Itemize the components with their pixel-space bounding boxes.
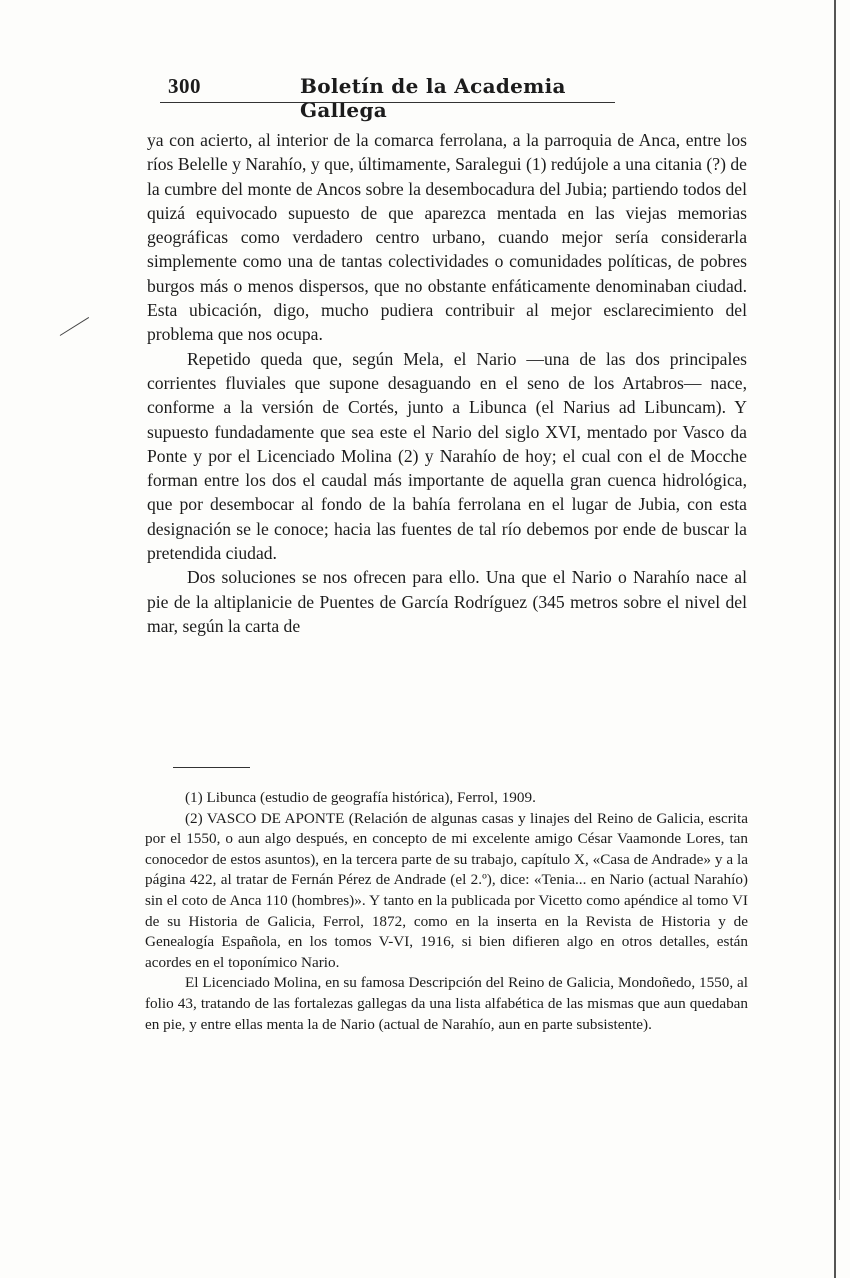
scan-edge-line <box>834 0 836 1278</box>
page-header <box>160 74 615 122</box>
paragraph-2: Repetido queda que, según Mela, el Nario —una de las dos principales corrientes fluviales que supone desaguando en el seno de los Artabros— nace, conforme a la versión de Cortés, junto a Libunca (el Narius ad Libuncam). Y supuesto fundadamente que sea este el Nario del siglo XVI, mentado por Vasco da Ponte y por el Licenciado Molina (2) y Narahío de hoy; el cual con el de Mocche forman entre los dos el caudal más importante de aquella gran cuenca hidrológica, que por desembocar al fondo de la bahía ferrolana en el lugar de Jubia, con esta designación se le conoce; hacia las fuentes de tal río debemos por ende de buscar la pretendida ciudad. <box>147 348 747 564</box>
footnotes <box>145 788 748 1035</box>
running-title: Boletín de la Academia Gallega <box>300 74 566 122</box>
main-text <box>147 128 747 638</box>
footnote-2-continued: El Licenciado Molina, en su famosa Descripción del Reino de Galicia, Mondoñedo, 1550, al folio 43, tratando de las fortalezas gallegas da una lista alfabética de las mismas que aun quedaban en pie, y entre ellas menta la de Nario (actual de Narahío, aun en parte subsistente). <box>145 974 748 1033</box>
page-number: 300 <box>168 74 201 98</box>
scan-edge-line-secondary <box>839 200 840 1200</box>
footnote-2: (2) VASCO DE APONTE (Relación de algunas casas y linajes del Reino de Galicia, escrita por el 1550, o aun algo después, en concepto de mi excelente amigo César Vaamonde Lores, tan conocedor de estos asuntos), en la tercera parte de su trabajo, capítulo X, «Casa de Andrade» y a la página 422, al tratar de Fernán Pérez de Andrade (el 2.º), dice: «Tenia... en Nario (actual Narahío) sin el coto de Anca 110 (hombres)». Y tanto en la publicada por Vicetto como apéndice al tomo VI de su Historia de Galicia, Ferrol, 1872, como en la inserta en la Revista de Historia y de Genealogía Española, en los tomos V-VI, 1916, si bien difieren algo en otros detalles, están acordes en el toponímico Nario. <box>145 809 748 971</box>
margin-pencil-mark <box>60 317 89 336</box>
paragraph-3: Dos soluciones se nos ofrecen para ello. Una que el Nario o Narahío nace al pie de la altiplanicie de Puentes de García Rodríguez (345 metros sobre el nivel del mar, según la carta de <box>147 567 747 636</box>
paragraph-1: ya con acierto, al interior de la comarca ferrolana, a la parroquia de Anca, entre los ríos Belelle y Narahío, y que, últimamente, Saralegui (1) redújole a una citania (?) de la cumbre del monte de Ancos sobre la desembocadura del Jubia; partiendo todos del quizá equivocado supuesto de que aparezca mentada en las viejas memorias geográficas como verdadero centro urbano, cuando mejor sería considerarla simplemente como una de tantas colectividades o comunidades políticas, de pobres burgos más o menos dispersos, que no obstante enfáticamente denominaban ciudad. Esta ubicación, digo, mucho pudiera contribuir al mejor esclarecimiento del problema que nos ocupa. <box>147 130 747 345</box>
footnote-1: (1) Libunca (estudio de geografía histórica), Ferrol, 1909. <box>185 789 536 806</box>
footnote-rule <box>173 767 250 768</box>
header-rule <box>160 102 615 103</box>
